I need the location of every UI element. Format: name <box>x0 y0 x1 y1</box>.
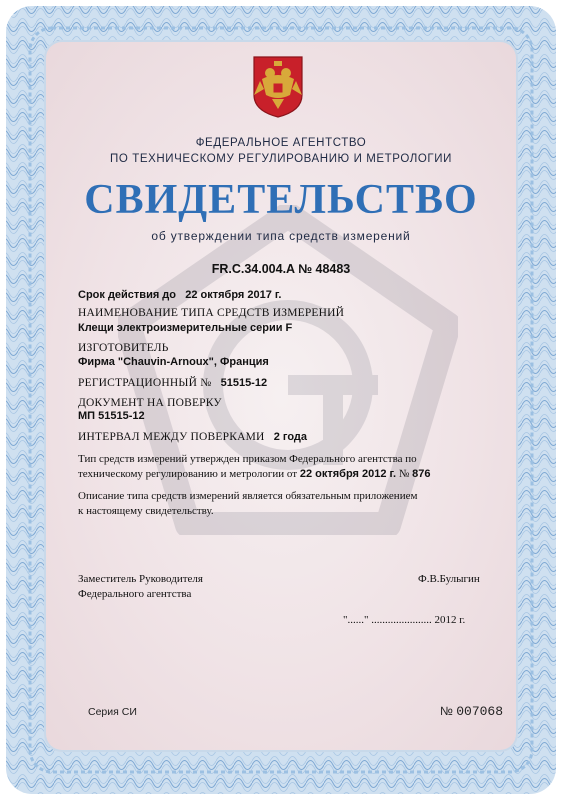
serial-number: 007068 <box>456 704 504 719</box>
verification-doc-label: ДОКУМЕНТ НА ПОВЕРКУ <box>78 397 222 409</box>
series-label: Серия СИ <box>88 706 137 718</box>
serial-prefix: № <box>440 704 453 718</box>
registration-value: 51515-12 <box>220 377 268 389</box>
agency-name-line2: ПО ТЕХНИЧЕСКОМУ РЕГУЛИРОВАНИЮ И МЕТРОЛОГИИ <box>109 153 452 165</box>
approval-order: 876 <box>412 468 431 480</box>
interval-value: 2 года <box>273 431 308 443</box>
russian-coat-of-arms-icon <box>250 55 306 119</box>
certificate-number: FR.C.34.004.A № 48483 <box>211 262 351 276</box>
interval-label: ИНТЕРВАЛ МЕЖДУ ПОВЕРКАМИ <box>78 431 265 443</box>
signature-date-line: "......" ...................... 2012 г. <box>343 614 466 626</box>
validity-row <box>78 289 281 301</box>
agency-name-line1: ФЕДЕРАЛЬНОЕ АГЕНТСТВО <box>195 137 367 149</box>
verification-doc-value: МП 51515-12 <box>78 410 145 422</box>
signatory-position-line1: Заместитель Руководителя <box>78 573 203 585</box>
certificate-title: СВИДЕТЕЛЬСТВО <box>84 177 478 223</box>
approval-paragraph <box>78 452 490 482</box>
registration-label: РЕГИСТРАЦИОННЫЙ № <box>78 377 212 389</box>
signatory-position-line2: Федерального агентства <box>78 588 192 600</box>
validity-label: Срок действия до <box>78 289 177 301</box>
type-name-value: Клещи электроизмерительные серии F <box>78 322 293 334</box>
approval-line1: Тип средств измерений утвержден приказом Федерального агентства по <box>78 453 417 465</box>
interval-row <box>78 431 307 443</box>
type-name-label: НАИМЕНОВАНИЕ ТИПА СРЕДСТВ ИЗМЕРЕНИЙ <box>78 307 345 319</box>
approval-line2-prefix: техническому регулированию и метрологии от <box>78 468 298 480</box>
approval-line2 <box>78 467 490 482</box>
validity-value: 22 октября 2017 г. <box>185 289 282 301</box>
certificate-subtitle: об утверждении типа средств измерений <box>151 229 411 243</box>
manufacturer-value: Фирма "Chauvin-Arnoux", Франция <box>78 356 269 368</box>
registration-row <box>78 377 267 389</box>
description-line1: Описание типа средств измерений является обязательным приложением <box>78 490 418 502</box>
description-line2: к настоящему свидетельству. <box>78 505 214 517</box>
approval-date: 22 октября 2012 г. <box>299 468 397 480</box>
approval-no-sign: № <box>398 468 410 480</box>
gost-watermark-icon <box>118 205 458 535</box>
serial-number-block <box>440 704 503 719</box>
manufacturer-label: ИЗГОТОВИТЕЛЬ <box>78 342 169 354</box>
description-paragraph <box>78 489 490 519</box>
signatory-name: Ф.В.Булыгин <box>418 573 480 585</box>
